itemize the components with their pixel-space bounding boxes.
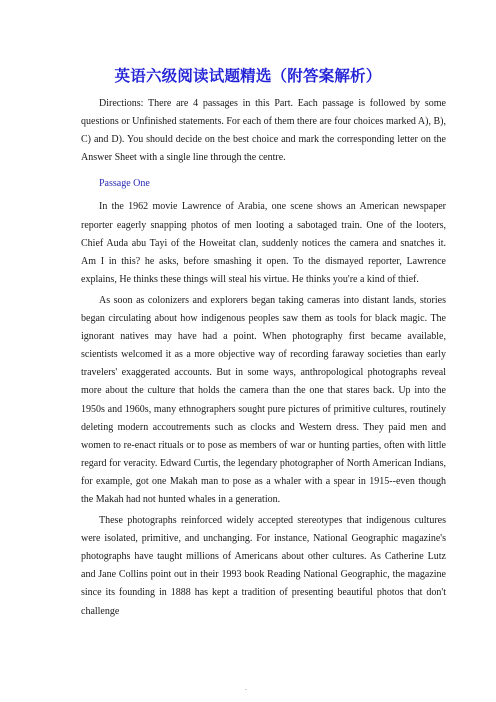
passage-heading: Passage One <box>99 178 150 190</box>
passage-paragraph: As soon as colonizers and explorers began taking cameras into distant lands, stories began circulating about how indigenous peoples saw them as tools for black magic. The ignorant natives may have had a point. When photography first became available, scientists welcomed it as a more objective way of recording faraway societies than early travelers' exaggerated accounts. But in some ways, anthropological photographs reveal more about the culture that holds the camera than the one that stares back. Up into the 1950s and 1960s, many ethnographers sought pure pictures of primitive cultures, routinely deleting modern accoutrements such as clocks and Western dress. They paid men and women to re-enact rituals or to pose as members of war or hunting parties, often with little regard for veracity. Edward Curtis, the legendary photographer of North American Indians, for example, got one Makah man to pose as a whaler with a spear in 1915--even though the Makah had not hunted whales in a generation. <box>81 294 446 505</box>
passage-paragraph: These photographs reinforced widely accepted stereotypes that indigenous cultures were isolated, primitive, and unchanging. For instance, National Geographic magazine's photographs have taught millions of Americans about other cultures. As Catherine Lutz and Jane Collins point out in their 1993 book Reading National Geographic, the magazine since its founding in 1888 has kept a tradition of presenting beautiful photos that don't challenge <box>81 515 446 617</box>
page-title: 英语六级阅读试题精选（附答案解析） <box>114 67 382 85</box>
directions-paragraph: Directions: There are 4 passages in this Part. Each passage is followed by some questions or Unfinished statements. For each of them there are four choices marked A), B), C) and D). You should decide on the best choice and mark the corresponding letter on the Answer Sheet with a single line through the centre. <box>81 98 446 164</box>
passage-paragraph: In the 1962 movie Lawrence of Arabia, one scene shows an American newspaper reporter eagerly snapping photos of men looting a sabotaged train. One of the looters, Chief Auda abu Tayi of the Howeitat clan, suddenly notices the camera and snatches it. Am I in this? he asks, before smashing it open. To the dismayed reporter, Lawrence explains, He thinks these things will steal his virtue. He thinks you're a kind of thief. <box>81 201 446 285</box>
document-body <box>81 95 446 621</box>
page-footer-mark: . <box>245 683 247 692</box>
